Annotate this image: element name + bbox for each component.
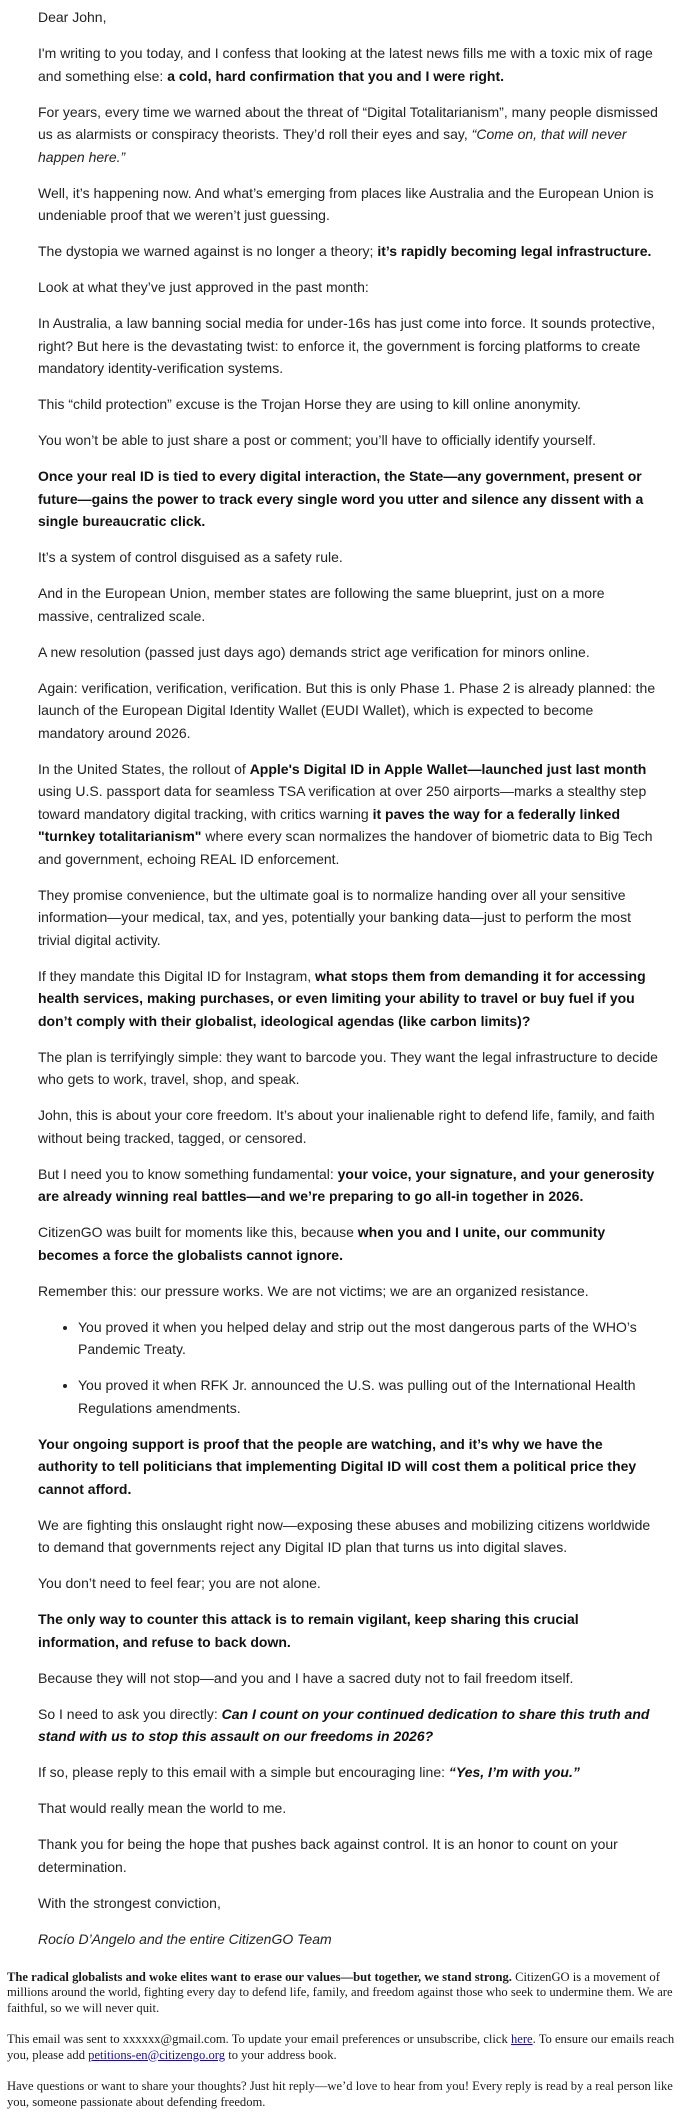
- paragraph-28: If so, please reply to this email with a simple but encouraging line: “Yes, I’m with you.”: [38, 1764, 580, 1780]
- sender-email-link[interactable]: petitions-en@citizengo.org: [88, 2047, 226, 2062]
- paragraph-25: The only way to counter this attack is to remain vigilant, keep sharing this crucial information, and refuse to back down.: [38, 1611, 579, 1650]
- paragraph-16: If they mandate this Digital ID for Instagram, what stops them from demanding it for accessing health services, making purchases, or even limiting your ability to travel or buy fuel if you don’t comply with their globalist, ideological agendas (like carbon limits)?: [38, 967, 646, 1029]
- footer-notice: This email was sent to xxxxxx@gmail.com. To update your email preferences or unsubscribe, click here. To ensure our emails reach you, please add petitions-en@citizengo.org to your address book.: [7, 2032, 675, 2062]
- paragraph-17: The plan is terrifyingly simple: they want to barcode you. They want the legal infrastructure to decide who gets to work, travel, shop, and speak.: [38, 1048, 658, 1087]
- paragraph-14: In the United States, the rollout of Apple's Digital ID in Apple Wallet—launched just last month using U.S. passport data for seamless TSA verification at over 250 airports—marks a stealthy step toward mandatory digital tracking, with critics warning it paves the way for a federally linked "turnkey totalitarianism" where every scan normalizes the handover of biometric data to Big Tech and government, echoing REAL ID enforcement.: [38, 760, 653, 867]
- paragraph-21: Remember this: our pressure works. We are not victims; we are an organized resistance.: [38, 1282, 589, 1299]
- paragraph-7: This “child protection” excuse is the Trojan Horse they are using to kill online anonymity.: [38, 396, 581, 412]
- unsubscribe-link[interactable]: here: [510, 2032, 533, 2046]
- paragraph-10: It’s a system of control disguised as a safety rule.: [38, 549, 343, 565]
- paragraph-23: We are fighting this onslaught right now—exposing these abuses and mobilizing citizens worldwide to demand that governments reject any Digital ID plan that turns us into digital slaves.: [38, 1516, 651, 1555]
- list-item: • You proved it when RFK Jr. announced the U.S. was pulling out of the International Health Regulations amendments.: [78, 1374, 662, 1419]
- paragraph-6: In Australia, a law banning social media for under-16s has just come into force. It sounds protective, right? But here is the devastating twist: to enforce it, the government is forcing platforms to create mandatory identity-verification systems.: [38, 315, 656, 376]
- signature: Rocío D’Angelo and the entire CitizenGO Team: [38, 1930, 332, 1947]
- paragraph-2: For years, every time we warned about the threat of “Digital Totalitarianism”, many people dismissed us as alarmists or conspiracy theorists. They’d roll their eyes and say, “Come on, that will never happen here.”: [38, 103, 658, 165]
- footer-reply-note: Have questions or want to share your thoughts? Just hit reply—we’d love to hear from you! Every reply is read by a real person like you, someone passionate about defending freedom.: [7, 2079, 673, 2109]
- paragraph-3: Well, it’s happening now. And what’s emerging from places like Australia and the European Union is undeniable proof that we weren’t just guessing.: [38, 184, 654, 223]
- victories-list: [38, 1316, 662, 1420]
- paragraph-4: The dystopia we warned against is no longer a theory; it’s rapidly becoming legal infrastructure.: [38, 243, 652, 259]
- paragraph-26: Because they will not stop—and you and I have a sacred duty not to fail freedom itself.: [38, 1669, 574, 1686]
- email-footer: [0, 1964, 700, 2111]
- paragraph-5: Look at what they’ve just approved in the past month:: [38, 279, 369, 295]
- paragraph-8: You won’t be able to just share a post or comment; you’ll have to officially identify yourself.: [38, 432, 596, 448]
- paragraph-12: A new resolution (passed just days ago) demands strict age verification for minors online.: [38, 643, 590, 660]
- list-item: • You proved it when you helped delay and strip out the most dangerous parts of the WHO’s Pandemic Treaty.: [78, 1316, 662, 1361]
- paragraph-20: CitizenGO was built for moments like this, because when you and I unite, our community becomes a force the globalists cannot ignore.: [38, 1224, 606, 1263]
- paragraph-27: So I need to ask you directly: Can I count on your continued dedication to share this truth and stand with us to stop this assault on our freedoms in 2026?: [38, 1705, 650, 1744]
- paragraph-19: But I need you to know something fundamental: your voice, your signature, and your generosity are already winning real battles—and we’re preparing to go all-in together in 2026.: [38, 1165, 655, 1204]
- closing: With the strongest conviction,: [38, 1894, 221, 1911]
- paragraph-18: John, this is about your core freedom. It’s about your inalienable right to defend life, family, and faith without being tracked, tagged, or censored.: [38, 1107, 655, 1146]
- paragraph-30: Thank you for being the hope that pushes back against control. It is an honor to count on your determination.: [38, 1836, 618, 1875]
- paragraph-24: You don’t need to feel fear; you are not alone.: [38, 1575, 321, 1591]
- footer-mission: The radical globalists and woke elites want to erase our values—but together, we stand strong. CitizenGO is a movement of millions around the world, fighting every day to defend life, family, and freedom against those who seek to undermine them. We are faithful, so we will never quit.: [7, 1969, 673, 2015]
- paragraph-29: That would really mean the world to me.: [38, 1800, 287, 1816]
- paragraph-1: I'm writing to you today, and I confess that looking at the latest news fills me with a toxic mix of rage and something else: a cold, hard confirmation that you and I were right.: [38, 45, 653, 84]
- paragraph-9: Once your real ID is tied to every digital interaction, the State—any government, present or future—gains the power to track every single word you utter and silence any dissent with a single bureaucratic click.: [38, 468, 644, 529]
- paragraph-13: Again: verification, verification, verification. But this is only Phase 1. Phase 2 is already planned: the launch of the European Digital Identity Wallet (EUDI Wallet), which is expected to become mandatory around 2026.: [38, 679, 656, 741]
- paragraph-22: Your ongoing support is proof that the people are watching, and it’s why we have the authority to tell politicians that implementing Digital ID will cost them a political price they cannot afford.: [38, 1435, 637, 1497]
- paragraph-11: And in the European Union, member states are following the same blueprint, just on a more massive, centralized scale.: [38, 585, 605, 624]
- paragraph-15: They promise convenience, but the ultimate goal is to normalize handing over all your sensitive information—your medical, tax, and yes, potentially your banking data—just to perform the most trivial digital activity.: [38, 886, 631, 948]
- greeting: Dear John,: [38, 9, 107, 25]
